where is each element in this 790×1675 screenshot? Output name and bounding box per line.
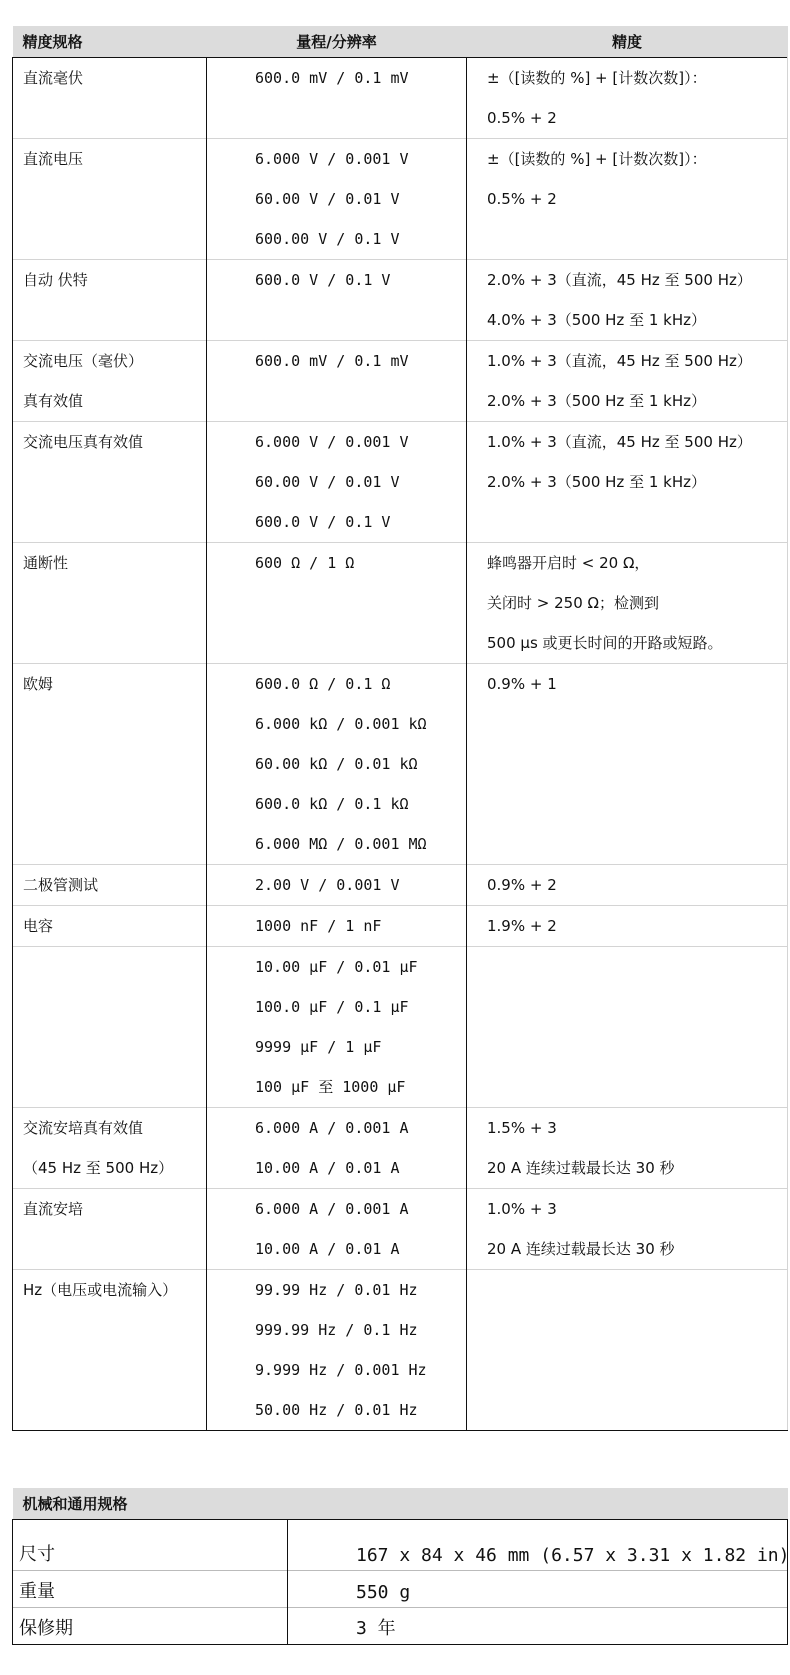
- spec-accuracy-cell: [467, 664, 788, 865]
- spec-name-line: （45 Hz 至 500 Hz）: [23, 1159, 174, 1177]
- spec-accuracy-cell: [467, 865, 788, 906]
- spec-range-line: 50.00 Hz / 0.01 Hz: [255, 1401, 418, 1419]
- spec-accuracy-line: 500 µs 或更长时间的开路或短路。: [487, 634, 723, 652]
- mech-header-row: [13, 1488, 788, 1520]
- spec-range-cell: [207, 1189, 467, 1270]
- spec-name-line: Hz（电压或电流输入）: [23, 1281, 178, 1299]
- spec-row: [13, 1108, 788, 1189]
- spec-name-cell: [13, 1108, 207, 1189]
- mech-label: [13, 1608, 288, 1645]
- spec-range-line: 6.000 kΩ / 0.001 kΩ: [255, 715, 427, 733]
- spec-row: [13, 906, 788, 947]
- spec-accuracy-line: 关闭时 > 250 Ω；检测到: [487, 594, 659, 612]
- spec-range-line: 6.000 A / 0.001 A: [255, 1200, 409, 1218]
- spec-name-line: 直流安培: [23, 1200, 84, 1218]
- spec-accuracy-cell: [467, 422, 788, 543]
- spec-row: [13, 58, 788, 139]
- spec-name-line: 交流电压（毫伏）: [23, 352, 144, 370]
- spec-range-line: 999.99 Hz / 0.1 Hz: [255, 1321, 418, 1339]
- spec-accuracy-line: 0.5% + 2: [487, 190, 557, 208]
- spec-name-cell: [13, 422, 207, 543]
- spec-accuracy-line: 20 A 连续过载最长达 30 秒: [487, 1159, 675, 1177]
- spec-name-cell: [13, 58, 207, 139]
- spec-range-line: 99.99 Hz / 0.01 Hz: [255, 1281, 418, 1299]
- spec-accuracy-cell: [467, 906, 788, 947]
- spec-name-cell: [13, 260, 207, 341]
- mech-row-warranty: [13, 1608, 788, 1645]
- mech-value: [288, 1571, 788, 1608]
- spec-name-line: 通断性: [23, 554, 69, 572]
- spec-row: [13, 664, 788, 865]
- spec-accuracy-line: 4.0% + 3（500 Hz 至 1 kHz）: [487, 311, 706, 329]
- spec-row: [13, 947, 788, 1108]
- mech-label-text: 重量: [19, 1581, 55, 1602]
- mech-table: [12, 1488, 788, 1645]
- spec-range-cell: [207, 260, 467, 341]
- spec-range-line: 6.000 V / 0.001 V: [255, 150, 409, 168]
- header-range: 量程/分辨率: [207, 26, 467, 58]
- mech-value: [288, 1520, 788, 1571]
- spec-range-cell: [207, 947, 467, 1108]
- mech-label: [13, 1520, 288, 1571]
- spec-range-cell: [207, 664, 467, 865]
- spec-name-line: 交流电压真有效值: [23, 433, 144, 451]
- spec-accuracy-cell: [467, 260, 788, 341]
- spec-accuracy-cell: [467, 341, 788, 422]
- spec-accuracy-line: 2.0% + 3（500 Hz 至 1 kHz）: [487, 473, 706, 491]
- mech-label: [13, 1571, 288, 1608]
- spec-accuracy-line: 1.0% + 3: [487, 1200, 557, 1218]
- spec-name-cell: [13, 1270, 207, 1431]
- spec-range-line: 10.00 A / 0.01 A: [255, 1240, 400, 1258]
- mech-label-text: 保修期: [19, 1618, 73, 1639]
- spec-name-line: 交流安培真有效值: [23, 1119, 144, 1137]
- spec-table-body: [13, 58, 788, 1431]
- mech-row-weight: [13, 1571, 788, 1608]
- spec-range-line: 600 Ω / 1 Ω: [255, 554, 355, 572]
- spec-accuracy-cell: [467, 139, 788, 260]
- spec-row: [13, 1270, 788, 1431]
- spec-header-row: [13, 26, 788, 58]
- spec-range-line: 6.000 MΩ / 0.001 MΩ: [255, 835, 427, 853]
- spec-range-line: 100.0 µF / 0.1 µF: [255, 998, 409, 1016]
- mech-value-text: 550 g: [356, 1582, 411, 1603]
- spec-accuracy-cell: [467, 947, 788, 1108]
- spec-row: [13, 865, 788, 906]
- spec-range-line: 600.0 V / 0.1 V: [255, 513, 391, 531]
- spec-accuracy-line: 20 A 连续过载最长达 30 秒: [487, 1240, 675, 1258]
- spec-accuracy-line: 2.0% + 3（500 Hz 至 1 kHz）: [487, 392, 706, 410]
- spec-range-cell: [207, 1270, 467, 1431]
- spec-name-line: 自动 伏特: [23, 271, 88, 289]
- mech-value-text: 3 年: [356, 1618, 396, 1639]
- spec-range-line: 2.00 V / 0.001 V: [255, 876, 400, 894]
- spec-row: [13, 422, 788, 543]
- spec-range-line: 60.00 V / 0.01 V: [255, 473, 400, 491]
- spec-accuracy-line: ±（[读数的 %] + [计数次数]）：: [487, 69, 707, 87]
- spec-row: [13, 341, 788, 422]
- spec-range-line: 9999 µF / 1 µF: [255, 1038, 382, 1056]
- mech-value-text: 167 x 84 x 46 mm (6.57 x 3.31 x 1.82 in): [356, 1545, 790, 1566]
- spec-name-cell: [13, 865, 207, 906]
- spec-range-cell: [207, 906, 467, 947]
- spec-name-cell: [13, 341, 207, 422]
- spec-name-line: 真有效值: [23, 392, 84, 410]
- spec-name-line: 直流毫伏: [23, 69, 84, 87]
- mech-header: 机械和通用规格: [13, 1488, 788, 1520]
- spec-accuracy-line: 0.5% + 2: [487, 109, 557, 127]
- spec-accuracy-line: 1.5% + 3: [487, 1119, 557, 1137]
- spec-range-line: 10.00 µF / 0.01 µF: [255, 958, 418, 976]
- spec-accuracy-line: 1.9% + 2: [487, 917, 557, 935]
- spec-name-cell: [13, 906, 207, 947]
- spec-range-cell: [207, 58, 467, 139]
- spec-accuracy-line: 2.0% + 3（直流，45 Hz 至 500 Hz）: [487, 271, 752, 289]
- spec-name-cell: [13, 947, 207, 1108]
- spec-range-cell: [207, 1108, 467, 1189]
- spec-range-line: 100 µF 至 1000 µF: [255, 1078, 406, 1096]
- spec-row: [13, 1189, 788, 1270]
- spec-range-line: 60.00 V / 0.01 V: [255, 190, 400, 208]
- spec-name-line: 二极管测试: [23, 876, 99, 894]
- spec-range-cell: [207, 865, 467, 906]
- spec-name-cell: [13, 664, 207, 865]
- spec-range-cell: [207, 341, 467, 422]
- spec-range-line: 10.00 A / 0.01 A: [255, 1159, 400, 1177]
- spec-accuracy-cell: [467, 1270, 788, 1431]
- spec-range-cell: [207, 543, 467, 664]
- spec-name-cell: [13, 543, 207, 664]
- spec-range-cell: [207, 422, 467, 543]
- spec-name-line: 欧姆: [23, 675, 54, 693]
- spec-range-line: 600.0 mV / 0.1 mV: [255, 352, 409, 370]
- spec-accuracy-line: 1.0% + 3（直流，45 Hz 至 500 Hz）: [487, 352, 752, 370]
- spec-accuracy-line: 1.0% + 3（直流，45 Hz 至 500 Hz）: [487, 433, 752, 451]
- spec-name-cell: [13, 139, 207, 260]
- spec-name-line: 电容: [23, 917, 54, 935]
- header-spec: 精度规格: [13, 26, 207, 58]
- spec-accuracy-line: 蜂鸣器开启时 < 20 Ω，: [487, 554, 650, 572]
- spec-accuracy-line: 0.9% + 2: [487, 876, 557, 894]
- spec-range-line: 9.999 Hz / 0.001 Hz: [255, 1361, 427, 1379]
- spec-range-line: 60.00 kΩ / 0.01 kΩ: [255, 755, 418, 773]
- mech-label-text: 尺寸: [19, 1544, 55, 1565]
- spec-range-line: 600.0 mV / 0.1 mV: [255, 69, 409, 87]
- header-accuracy: 精度: [467, 26, 788, 58]
- spec-range-line: 600.0 V / 0.1 V: [255, 271, 391, 289]
- spec-accuracy-cell: [467, 543, 788, 664]
- spec-accuracy-cell: [467, 1108, 788, 1189]
- spec-range-line: 600.0 Ω / 0.1 Ω: [255, 675, 391, 693]
- spec-name-line: 直流电压: [23, 150, 84, 168]
- spec-row: [13, 543, 788, 664]
- spec-row: [13, 139, 788, 260]
- spec-table: [12, 26, 788, 1431]
- spec-range-line: 600.00 V / 0.1 V: [255, 230, 400, 248]
- mech-value: [288, 1608, 788, 1645]
- spec-range-cell: [207, 139, 467, 260]
- mech-row-dimensions: [13, 1520, 788, 1571]
- spec-row: [13, 260, 788, 341]
- spec-accuracy-line: ±（[读数的 %] + [计数次数]）：: [487, 150, 707, 168]
- spec-range-line: 6.000 V / 0.001 V: [255, 433, 409, 451]
- spec-accuracy-cell: [467, 1189, 788, 1270]
- spec-accuracy-line: 0.9% + 1: [487, 675, 557, 693]
- spec-range-line: 1000 nF / 1 nF: [255, 917, 382, 935]
- spec-name-cell: [13, 1189, 207, 1270]
- spec-accuracy-cell: [467, 58, 788, 139]
- spec-range-line: 6.000 A / 0.001 A: [255, 1119, 409, 1137]
- spec-range-line: 600.0 kΩ / 0.1 kΩ: [255, 795, 409, 813]
